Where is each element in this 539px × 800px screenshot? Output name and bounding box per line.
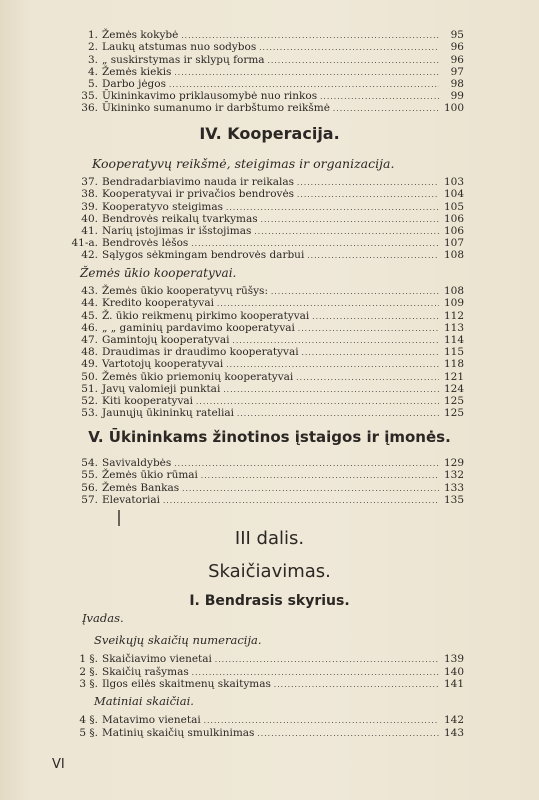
toc-entry-page: 140 — [443, 665, 464, 678]
toc-entry-page: 125 — [443, 407, 464, 420]
toc-entry-title: Bendrovės reikalų tvarkymas — [102, 212, 258, 225]
toc-entry-number: 38. — [81, 188, 98, 201]
toc-entry-number: 47. — [81, 333, 98, 346]
toc-entry — [54, 358, 464, 370]
toc-entry-title: Savivaldybės — [102, 457, 172, 470]
toc-entry — [54, 383, 464, 395]
toc-entry-title: Kooperatyvo steigimas — [102, 200, 224, 213]
toc-entry-page: 139 — [443, 652, 464, 665]
toc-entry-title: Ūkininkavimo priklausomybė nuo rinkos — [102, 90, 318, 103]
toc-entry-number: 1. — [87, 29, 98, 42]
toc-entry-number: 48. — [81, 346, 98, 359]
toc-leader-dots — [204, 714, 439, 726]
toc-leader-dots — [254, 225, 439, 237]
toc-entry-number: 2. — [87, 41, 98, 54]
toc-entry — [54, 297, 464, 309]
toc-entry-number: 5 §. — [79, 726, 98, 739]
toc-entry-page: 108 — [443, 285, 464, 298]
toc-entry-title: Kredito kooperatyvai — [102, 297, 214, 310]
toc-group-2 — [54, 176, 464, 261]
toc-leader-dots — [181, 29, 439, 41]
toc-entry-title: Elevatoriai — [102, 493, 160, 506]
toc-entry-title: „ suskirstymas ir sklypų forma — [102, 53, 265, 66]
toc-entry-title: Skaičiavimo vienetai — [102, 652, 212, 665]
toc-entry-number: 56. — [81, 481, 98, 494]
toc-leader-dots — [191, 237, 439, 249]
toc-leader-dots — [268, 54, 439, 66]
toc-entry-title: Kooperatyvai ir privačios bendrovės — [102, 188, 295, 201]
toc-leader-dots — [302, 346, 439, 358]
section-4-subtitle: Kooperatyvų reikšmė, steigimas ir organizacija. — [92, 156, 395, 171]
toc-entry-page: 129 — [443, 457, 464, 470]
toc-leader-dots — [217, 297, 439, 309]
toc-entry-title: Draudimas ir draudimo kooperatyvai — [102, 346, 299, 359]
toc-leader-dots — [192, 666, 439, 678]
toc-entry — [54, 102, 464, 114]
toc-entry-number: 4. — [87, 65, 98, 78]
toc-entry — [54, 213, 464, 225]
toc-entry-number: 45. — [81, 309, 98, 322]
toc-entry-page: 108 — [443, 249, 464, 262]
toc-entry-page: 118 — [443, 358, 464, 371]
toc-entry-title: Sąlygos sėkmingam bendrovės darbui — [102, 249, 305, 262]
toc-entry-page: 115 — [443, 346, 464, 359]
toc-entry-number: 37. — [81, 176, 98, 189]
toc-entry-page: 112 — [443, 309, 464, 322]
toc-leader-dots — [261, 213, 439, 225]
part-title: III dalis. — [234, 528, 305, 549]
toc-entry-page: 121 — [443, 370, 464, 383]
section-4-title: IV. Kooperacija. — [199, 124, 340, 143]
toc-leader-dots — [237, 407, 439, 419]
toc-entry-number: 2 §. — [79, 665, 98, 678]
toc-entry-page: 106 — [443, 212, 464, 225]
toc-entry — [54, 678, 464, 691]
toc-entry-title: Žemės kiekis — [102, 65, 172, 78]
toc-group-3 — [54, 285, 464, 419]
toc-entry-page: 105 — [443, 200, 464, 213]
toc-entry-title: Žemės Bankas — [102, 481, 180, 494]
toc-entry-title: Matavimo vienetai — [102, 713, 201, 726]
toc-entry — [54, 225, 464, 237]
toc-group-6 — [54, 713, 464, 739]
toc-entry-page: 98 — [450, 77, 464, 90]
toc-entry-number: 41. — [81, 224, 98, 237]
toc-entry-title: Žemės kokybė — [102, 29, 179, 42]
toc-entry-number: 51. — [81, 382, 98, 395]
toc-entry — [54, 652, 464, 665]
toc-entry — [54, 395, 464, 407]
toc-entry-title: Javų valomieji punktai — [102, 382, 221, 395]
toc-entry-number: 53. — [81, 407, 98, 420]
toc-entry-page: 96 — [450, 41, 464, 54]
toc-leader-dots — [312, 310, 439, 322]
toc-entry-title: Ž. ūkio reikmenų pirkimo kooperatyvai — [102, 309, 310, 322]
toc-entry-title: Skaičių rašymas — [102, 665, 189, 678]
toc-entry-number: 36. — [81, 102, 98, 115]
toc-leader-dots — [296, 371, 439, 383]
toc-entry-title: Jaunųjų ūkininkų rateliai — [102, 407, 234, 420]
toc-entry-page: 97 — [450, 65, 464, 78]
toc-leader-dots — [174, 66, 439, 78]
subtitle-sveikuju-skaiciu: Sveikųjų skaičių numeracija. — [94, 633, 262, 647]
pencil-mark — [118, 510, 120, 526]
toc-leader-dots — [257, 727, 439, 739]
toc-entry-title: Laukų atstumas nuo sodybos — [102, 41, 257, 54]
toc-leader-dots — [163, 494, 439, 506]
toc-entry-number: 55. — [81, 469, 98, 482]
toc-leader-dots — [226, 358, 439, 370]
toc-entry — [54, 200, 464, 212]
toc-group-1b — [54, 90, 464, 114]
toc-entry-number: 43. — [81, 285, 98, 298]
toc-entry — [54, 285, 464, 297]
toc-leader-dots — [169, 78, 439, 90]
toc-leader-dots — [298, 322, 439, 334]
toc-entry-page: 99 — [450, 90, 464, 103]
toc-entry-page: 124 — [443, 382, 464, 395]
toc-entry-page: 107 — [443, 237, 464, 250]
toc-entry-number: 5. — [87, 77, 98, 90]
toc-entry-title: „ „ gaminių pardavimo kooperatyvai — [102, 321, 295, 334]
toc-entry — [54, 346, 464, 358]
toc-entry — [54, 457, 464, 469]
toc-entry-number: 42. — [81, 249, 98, 262]
toc-leader-dots — [174, 457, 439, 469]
toc-entry-title: Žemės ūkio priemonių kooperatyvai — [102, 370, 294, 383]
toc-group-5 — [54, 652, 464, 690]
toc-entry-number: 40. — [81, 212, 98, 225]
toc-entry-title: Gamintojų kooperatyvai — [102, 333, 230, 346]
toc-entry — [54, 188, 464, 200]
toc-entry-page: 104 — [443, 188, 464, 201]
toc-entry — [54, 66, 464, 78]
toc-entry — [54, 78, 464, 90]
toc-leader-dots — [223, 383, 439, 395]
toc-entry-page: 132 — [443, 469, 464, 482]
toc-leader-dots — [320, 90, 439, 102]
toc-entry — [54, 407, 464, 419]
toc-entry-page: 106 — [443, 224, 464, 237]
toc-entry — [54, 53, 464, 65]
part-section-title: I. Bendrasis skyrius. — [189, 593, 350, 609]
toc-leader-dots — [182, 482, 439, 494]
toc-entry-number: 57. — [81, 493, 98, 506]
toc-leader-dots — [274, 678, 439, 690]
toc-entry — [54, 334, 464, 346]
toc-entry-number: 52. — [81, 394, 98, 407]
toc-entry-page: 141 — [443, 678, 464, 691]
toc-entry-number: 39. — [81, 200, 98, 213]
toc-entry-page: 113 — [443, 321, 464, 334]
toc-entry — [54, 481, 464, 493]
toc-entry-number: 50. — [81, 370, 98, 383]
toc-entry-page: 142 — [443, 713, 464, 726]
toc-entry-number: 41-a. — [71, 237, 98, 250]
toc-entry-title: Matinių skaičių smulkinimas — [102, 726, 255, 739]
toc-leader-dots — [297, 176, 439, 188]
toc-leader-dots — [215, 653, 439, 665]
toc-leader-dots — [271, 285, 439, 297]
toc-entry-title: Darbo jėgos — [102, 77, 166, 90]
toc-entry-page: 95 — [450, 29, 464, 42]
toc-leader-dots — [233, 334, 439, 346]
toc-entry-title: Bendradarbiavimo nauda ir reikalas — [102, 176, 294, 189]
toc-leader-dots — [259, 41, 439, 53]
toc-entry-page: 103 — [443, 176, 464, 189]
subtitle-matiniai-skaiciai: Matiniai skaičiai. — [94, 694, 194, 708]
toc-entry-page: 100 — [443, 102, 464, 115]
section-5-title: V. Ūkininkams žinotinos įstaigos ir įmonės. — [88, 428, 451, 446]
toc-entry-page: 125 — [443, 394, 464, 407]
toc-entry — [54, 249, 464, 261]
toc-entry-page: 109 — [443, 297, 464, 310]
toc-entry-page: 96 — [450, 53, 464, 66]
toc-entry-number: 54. — [81, 457, 98, 470]
toc-entry-page: 114 — [443, 333, 464, 346]
toc-entry — [54, 176, 464, 188]
toc-entry-title: Narių įstojimas ir išstojimas — [102, 224, 252, 237]
toc-entry-number: 4 §. — [79, 713, 98, 726]
toc-entry — [54, 322, 464, 334]
toc-entry-title: Vartotojų kooperatyvai — [102, 358, 224, 371]
page-number-footer: VI — [52, 757, 65, 772]
toc-entry-title: Žemės ūkio rūmai — [102, 469, 198, 482]
toc-entry-title: Bendrovės lėšos — [102, 237, 189, 250]
toc-entry — [54, 90, 464, 102]
part-subtitle: Skaičiavimas. — [208, 561, 331, 582]
subtitle-zemes-ukio-kooperatyvai: Žemės ūkio kooperatyvai. — [80, 266, 237, 280]
toc-entry-title: Žemės ūkio kooperatyvų rūšys: — [102, 285, 268, 298]
toc-entry-page: 133 — [443, 481, 464, 494]
intro-label: Įvadas. — [82, 611, 124, 625]
toc-entry — [54, 726, 464, 739]
toc-entry — [54, 237, 464, 249]
toc-entry-number: 46. — [81, 321, 98, 334]
toc-entry — [54, 713, 464, 726]
toc-entry-title: Ilgos eilės skaitmenų skaitymas — [102, 678, 271, 691]
toc-entry — [54, 370, 464, 382]
toc-entry-title: Ūkininko sumanumo ir darbštumo reikšmė — [102, 102, 330, 115]
toc-entry-number: 49. — [81, 358, 98, 371]
toc-leader-dots — [226, 201, 439, 213]
toc-entry — [54, 665, 464, 678]
toc-entry — [54, 494, 464, 506]
toc-entry-title: Kiti kooperatyvai — [102, 394, 194, 407]
toc-entry-page: 135 — [443, 493, 464, 506]
toc-entry-number: 3. — [87, 53, 98, 66]
toc-entry-number: 44. — [81, 297, 98, 310]
toc-entry-number: 1 §. — [79, 652, 98, 665]
toc-entry-number: 3 §. — [79, 678, 98, 691]
toc-leader-dots — [297, 188, 439, 200]
toc-entry-number: 35. — [81, 90, 98, 103]
toc-leader-dots — [307, 249, 439, 261]
toc-entry — [54, 469, 464, 481]
toc-entry — [54, 309, 464, 321]
toc-entry — [54, 41, 464, 53]
toc-leader-dots — [201, 469, 439, 481]
toc-group-1 — [54, 29, 464, 90]
toc-leader-dots — [333, 102, 439, 114]
toc-leader-dots — [196, 395, 439, 407]
toc-group-4 — [54, 457, 464, 506]
toc-entry — [54, 29, 464, 41]
toc-entry-page: 143 — [443, 726, 464, 739]
